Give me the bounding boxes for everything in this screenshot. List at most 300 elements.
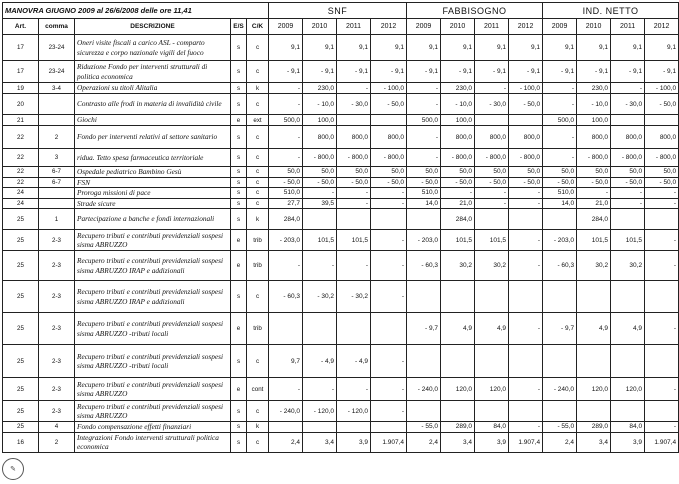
cell-fab-2012: 50,0 (509, 167, 543, 178)
col-snf-2011: 2011 (337, 19, 371, 35)
cell-ind-2010: 230,0 (577, 83, 611, 94)
cell-snf-2012: - (371, 281, 407, 313)
cell-fab-2010: 800,0 (441, 126, 475, 149)
cell-descrizione: Strade sicure (75, 198, 231, 209)
cell-ind-2010: 101,5 (577, 230, 611, 251)
cell-snf-2009: 9,7 (269, 345, 303, 378)
cell-snf-2012: - (371, 198, 407, 209)
col-descrizione: DESCRIZIONE (75, 19, 231, 35)
cell-ind-2012 (645, 281, 679, 313)
table-row (3, 61, 679, 83)
cell-descrizione: ridua. Tetto spesa farmaceutica territoriale (75, 149, 231, 167)
table-row (3, 209, 679, 230)
cell-snf-2012: - (371, 378, 407, 401)
table-row (3, 167, 679, 178)
cell-fab-2009: 9,1 (407, 35, 441, 61)
cell-ck: c (247, 94, 269, 115)
cell-art: 25 (3, 345, 39, 378)
cell-ind-2009: - 240,0 (543, 378, 577, 401)
cell-fab-2012: - (509, 198, 543, 209)
cell-fab-2009: - 9,1 (407, 61, 441, 83)
cell-art: 25 (3, 378, 39, 401)
cell-fab-2011: 84,0 (475, 422, 509, 433)
col-art: Art. (3, 19, 39, 35)
cell-ind-2010: - 9,1 (577, 61, 611, 83)
cell-fab-2010: - 800,0 (441, 149, 475, 167)
table-row (3, 35, 679, 61)
col-snf-2009: 2009 (269, 19, 303, 35)
cell-ck: c (247, 61, 269, 83)
table-row (3, 401, 679, 422)
cell-comma (39, 188, 75, 199)
cell-fab-2012: - 9,1 (509, 61, 543, 83)
cell-ind-2009 (543, 345, 577, 378)
cell-es: s (231, 401, 247, 422)
cell-fab-2009 (407, 345, 441, 378)
cell-ind-2011: 50,0 (611, 167, 645, 178)
col-ind-2012: 2012 (645, 19, 679, 35)
header-row-groups (3, 3, 679, 19)
cell-descrizione: Fondo compensazione effetti finanziari (75, 422, 231, 433)
table-row (3, 281, 679, 313)
cell-es: e (231, 251, 247, 281)
cell-ind-2009: 50,0 (543, 167, 577, 178)
col-snf-2010: 2010 (303, 19, 337, 35)
cell-fab-2009: - (407, 126, 441, 149)
cell-snf-2010: - (303, 251, 337, 281)
cell-descrizione: Recupero tributi e contributi previdenziali sospesi sisma ABRUZZO -tributi locali (75, 345, 231, 378)
cell-ind-2012: - (645, 251, 679, 281)
cell-snf-2009: - (269, 251, 303, 281)
cell-snf-2012 (371, 115, 407, 126)
col-es: E/S (231, 19, 247, 35)
cell-art: 19 (3, 83, 39, 94)
cell-ind-2012: 50,0 (645, 167, 679, 178)
table-title: MANOVRA GIUGNO 2009 al 26/6/2008 delle ore 11,41 (3, 3, 269, 19)
cell-ck: c (247, 167, 269, 178)
col-fab-2010: 2010 (441, 19, 475, 35)
cell-snf-2011: - 30,0 (337, 94, 371, 115)
cell-ind-2012: - 100,0 (645, 83, 679, 94)
cell-snf-2011 (337, 209, 371, 230)
cell-snf-2010: - 50,0 (303, 177, 337, 188)
cell-fab-2010: - 9,1 (441, 61, 475, 83)
cell-ind-2009: 14,0 (543, 198, 577, 209)
cell-descrizione: Recupero tributi e contributi previdenziali sospesi sisma ABRUZZO IRAP e addizionali (75, 281, 231, 313)
cell-snf-2010: 101,5 (303, 230, 337, 251)
cell-descrizione: Recupero tributi e contributi previdenziali sospesi sisma ABRUZZO IRAP e addizionali (75, 251, 231, 281)
table-row (3, 345, 679, 378)
cell-snf-2010: - 30,2 (303, 281, 337, 313)
cell-es: s (231, 149, 247, 167)
cell-snf-2011: - (337, 188, 371, 199)
cell-ind-2009: - (543, 83, 577, 94)
cell-art: 20 (3, 94, 39, 115)
cell-fab-2012: - (509, 313, 543, 345)
cell-snf-2010: - (303, 378, 337, 401)
cell-es: s (231, 83, 247, 94)
cell-descrizione: Proroga missioni di pace (75, 188, 231, 199)
cell-fab-2012: - (509, 422, 543, 433)
cell-snf-2012: 800,0 (371, 126, 407, 149)
cell-fab-2012 (509, 401, 543, 422)
cell-fab-2010: 101,5 (441, 230, 475, 251)
cell-ind-2009: - 9,1 (543, 61, 577, 83)
cell-fab-2009: - 240,0 (407, 378, 441, 401)
cell-snf-2012: - 800,0 (371, 149, 407, 167)
cell-ck: trib (247, 251, 269, 281)
cell-ind-2010 (577, 281, 611, 313)
cell-fab-2010 (441, 281, 475, 313)
cell-snf-2009 (269, 313, 303, 345)
cell-art: 17 (3, 61, 39, 83)
cell-art: 22 (3, 126, 39, 149)
cell-snf-2009: - (269, 83, 303, 94)
cell-snf-2010 (303, 209, 337, 230)
col-ind-2009: 2009 (543, 19, 577, 35)
cell-ind-2009: - 55,0 (543, 422, 577, 433)
cell-ck: trib (247, 230, 269, 251)
cell-ck: c (247, 35, 269, 61)
cell-snf-2012: - (371, 251, 407, 281)
cell-ck: c (247, 198, 269, 209)
cell-ind-2010: 284,0 (577, 209, 611, 230)
cell-snf-2009: - 50,0 (269, 177, 303, 188)
cell-fab-2010 (441, 401, 475, 422)
cell-snf-2012: - (371, 188, 407, 199)
cell-ind-2012: - 800,0 (645, 149, 679, 167)
group-snf: SNF (269, 3, 407, 19)
cell-comma: 6-7 (39, 167, 75, 178)
cell-snf-2011 (337, 115, 371, 126)
cell-snf-2009: 510,0 (269, 188, 303, 199)
cell-descrizione: Recupero tributi e contributi previdenziali sospesi sisma ABRUZZO (75, 378, 231, 401)
cell-art: 25 (3, 401, 39, 422)
cell-ck: c (247, 126, 269, 149)
cell-ind-2012: - 9,1 (645, 61, 679, 83)
cell-snf-2012: - 50,0 (371, 94, 407, 115)
cell-snf-2010 (303, 313, 337, 345)
cell-fab-2009: - (407, 94, 441, 115)
cell-descrizione: Recupero tributi e contributi previdenziali sospesi sisma ABRUZZO -tributi locali (75, 313, 231, 345)
cell-comma: 2-3 (39, 401, 75, 422)
cell-fab-2009: 500,0 (407, 115, 441, 126)
cell-fab-2010: 289,0 (441, 422, 475, 433)
cell-fab-2012 (509, 345, 543, 378)
cell-fab-2009: 510,0 (407, 188, 441, 199)
table-row (3, 251, 679, 281)
cell-snf-2012: - (371, 401, 407, 422)
cell-ind-2010: 9,1 (577, 35, 611, 61)
cell-snf-2009: 2,4 (269, 432, 303, 452)
cell-ind-2011: 84,0 (611, 422, 645, 433)
cell-fab-2010: 3,4 (441, 432, 475, 452)
cell-snf-2012 (371, 209, 407, 230)
cell-snf-2010: - 800,0 (303, 149, 337, 167)
cell-fab-2011: - (475, 198, 509, 209)
cell-ind-2011: - (611, 83, 645, 94)
table-body (3, 35, 679, 453)
cell-snf-2009: - (269, 94, 303, 115)
cell-fab-2012: - (509, 251, 543, 281)
cell-snf-2011: 800,0 (337, 126, 371, 149)
budget-table (2, 2, 679, 453)
cell-ind-2012 (645, 209, 679, 230)
cell-fab-2009: 50,0 (407, 167, 441, 178)
budget-table-sheet (2, 2, 677, 453)
cell-ind-2011: - 800,0 (611, 149, 645, 167)
cell-ind-2012 (645, 115, 679, 126)
cell-snf-2011: - (337, 83, 371, 94)
cell-snf-2011 (337, 422, 371, 433)
cell-art: 22 (3, 149, 39, 167)
cell-fab-2012: - (509, 230, 543, 251)
cell-ind-2009 (543, 281, 577, 313)
cell-ind-2010: - (577, 188, 611, 199)
cell-fab-2010 (441, 345, 475, 378)
cell-fab-2010: 30,2 (441, 251, 475, 281)
cell-snf-2012: - (371, 345, 407, 378)
cell-fab-2012 (509, 281, 543, 313)
cell-snf-2010: - 120,0 (303, 401, 337, 422)
cell-ind-2012: - 50,0 (645, 177, 679, 188)
cell-ind-2011: - 30,0 (611, 94, 645, 115)
cell-ind-2011: - (611, 188, 645, 199)
cell-snf-2012 (371, 313, 407, 345)
cell-ck: c (247, 177, 269, 188)
cell-fab-2009: - 9,7 (407, 313, 441, 345)
col-ind-2010: 2010 (577, 19, 611, 35)
cell-fab-2009 (407, 401, 441, 422)
col-fab-2012: 2012 (509, 19, 543, 35)
cell-ind-2010: 120,0 (577, 378, 611, 401)
cell-snf-2009: - 60,3 (269, 281, 303, 313)
cell-fab-2011: 4,9 (475, 313, 509, 345)
table-row (3, 83, 679, 94)
table-row (3, 126, 679, 149)
cell-snf-2010: 800,0 (303, 126, 337, 149)
cell-ind-2009: 510,0 (543, 188, 577, 199)
cell-ind-2010: - 10,0 (577, 94, 611, 115)
cell-fab-2011: - 50,0 (475, 177, 509, 188)
cell-fab-2010: - (441, 188, 475, 199)
col-fab-2011: 2011 (475, 19, 509, 35)
cell-snf-2010: 230,0 (303, 83, 337, 94)
cell-ck: c (247, 345, 269, 378)
cell-snf-2012: - 9,1 (371, 61, 407, 83)
cell-ck: c (247, 281, 269, 313)
cell-fab-2012: 9,1 (509, 35, 543, 61)
cell-snf-2011: - 30,2 (337, 281, 371, 313)
cell-snf-2012 (371, 422, 407, 433)
cell-fab-2012: 1.907,4 (509, 432, 543, 452)
cell-fab-2010: 230,0 (441, 83, 475, 94)
cell-snf-2009: - 203,0 (269, 230, 303, 251)
cell-ind-2009: 500,0 (543, 115, 577, 126)
cell-snf-2011: - 120,0 (337, 401, 371, 422)
cell-snf-2009: 9,1 (269, 35, 303, 61)
cell-art: 25 (3, 422, 39, 433)
cell-snf-2011: 50,0 (337, 167, 371, 178)
cell-fab-2009: 2,4 (407, 432, 441, 452)
cell-snf-2010: 9,1 (303, 35, 337, 61)
cell-fab-2009 (407, 209, 441, 230)
cell-comma: 3-4 (39, 83, 75, 94)
cell-snf-2009: - 240,0 (269, 401, 303, 422)
cell-snf-2009 (269, 422, 303, 433)
cell-descrizione: Partecipazione a banche e fondi internazionali (75, 209, 231, 230)
cell-fab-2012: - (509, 188, 543, 199)
cell-fab-2010: 100,0 (441, 115, 475, 126)
cell-descrizione: Ospedale pediatrico Bambino Gesù (75, 167, 231, 178)
cell-fab-2011: 800,0 (475, 126, 509, 149)
cell-ind-2011: 30,2 (611, 251, 645, 281)
cell-fab-2012: - (509, 378, 543, 401)
cell-ind-2012: 9,1 (645, 35, 679, 61)
cell-ind-2011: - (611, 198, 645, 209)
cell-art: 25 (3, 251, 39, 281)
cell-es: s (231, 198, 247, 209)
cell-art: 24 (3, 198, 39, 209)
cell-es: s (231, 61, 247, 83)
cell-ind-2011: 3,9 (611, 432, 645, 452)
cell-ind-2011: - 50,0 (611, 177, 645, 188)
col-snf-2012: 2012 (371, 19, 407, 35)
cell-ind-2010: 289,0 (577, 422, 611, 433)
cell-fab-2011: 120,0 (475, 378, 509, 401)
cell-fab-2012: - 800,0 (509, 149, 543, 167)
cell-art: 17 (3, 35, 39, 61)
cell-es: s (231, 177, 247, 188)
cell-snf-2012: 1.907,4 (371, 432, 407, 452)
cell-art: 25 (3, 313, 39, 345)
cell-descrizione: Fondo per interventi relativi al settore sanitario (75, 126, 231, 149)
cell-ind-2012: 1.907,4 (645, 432, 679, 452)
cell-snf-2010: 50,0 (303, 167, 337, 178)
cell-ck: trib (247, 313, 269, 345)
cell-ind-2012: - (645, 230, 679, 251)
cell-ind-2009 (543, 209, 577, 230)
cell-fab-2012 (509, 209, 543, 230)
cell-descrizione: Recupero tributi e contributi previdenziali sospesi sisma ABRUZZO (75, 401, 231, 422)
cell-es: s (231, 188, 247, 199)
cell-fab-2009: 14,0 (407, 198, 441, 209)
cell-fab-2009: - (407, 83, 441, 94)
cell-ind-2012: 800,0 (645, 126, 679, 149)
table-row (3, 115, 679, 126)
cell-descrizione: Oneri visite fiscali a carico ASL - comparto sicurezza e corpo nazionale vigili del fuoco (75, 35, 231, 61)
cell-ind-2011 (611, 115, 645, 126)
cell-ind-2010: 100,0 (577, 115, 611, 126)
cell-snf-2009: 284,0 (269, 209, 303, 230)
cell-art: 24 (3, 188, 39, 199)
cell-ind-2012: - (645, 198, 679, 209)
cell-ind-2012 (645, 345, 679, 378)
cell-snf-2010: 100,0 (303, 115, 337, 126)
cell-art: 21 (3, 115, 39, 126)
cell-fab-2010: - 10,0 (441, 94, 475, 115)
table-row (3, 188, 679, 199)
cell-fab-2009: - 60,3 (407, 251, 441, 281)
cell-fab-2011: - (475, 188, 509, 199)
cell-snf-2009: 500,0 (269, 115, 303, 126)
cell-fab-2011: - 9,1 (475, 61, 509, 83)
cell-fab-2010: 9,1 (441, 35, 475, 61)
table-row (3, 177, 679, 188)
cell-ind-2011 (611, 345, 645, 378)
table-row (3, 378, 679, 401)
cell-snf-2011: 9,1 (337, 35, 371, 61)
cell-snf-2011: - 50,0 (337, 177, 371, 188)
cell-snf-2012: - (371, 230, 407, 251)
cell-snf-2011: - (337, 251, 371, 281)
cell-ind-2009: - (543, 126, 577, 149)
cell-comma: 2-3 (39, 281, 75, 313)
cell-art: 25 (3, 209, 39, 230)
cell-fab-2010: - 50,0 (441, 177, 475, 188)
cell-ind-2012: - 50,0 (645, 94, 679, 115)
cell-snf-2009: - (269, 378, 303, 401)
cell-fab-2011 (475, 401, 509, 422)
col-ck: C/K (247, 19, 269, 35)
cell-ck: cont (247, 378, 269, 401)
cell-comma (39, 198, 75, 209)
cell-descrizione: Recupero tributi e contributi previdenziali sospesi sisma ABRUZZO (75, 230, 231, 251)
cell-comma: 2-3 (39, 313, 75, 345)
cell-ind-2011 (611, 281, 645, 313)
cell-snf-2012: 50,0 (371, 167, 407, 178)
cell-fab-2009 (407, 281, 441, 313)
cell-ind-2010: - 50,0 (577, 177, 611, 188)
cell-descrizione: Operazioni su titoli Alitalia (75, 83, 231, 94)
table-row (3, 149, 679, 167)
cell-snf-2009: 27,7 (269, 198, 303, 209)
cell-fab-2011: 30,2 (475, 251, 509, 281)
cell-es: s (231, 432, 247, 452)
cell-ind-2012: - (645, 313, 679, 345)
cell-comma: 1 (39, 209, 75, 230)
group-fabbisogno: FABBISOGNO (407, 3, 543, 19)
cell-fab-2011: - 30,0 (475, 94, 509, 115)
cell-fab-2012 (509, 115, 543, 126)
cell-ind-2011: 4,9 (611, 313, 645, 345)
cell-comma: 3 (39, 149, 75, 167)
col-comma: comma (39, 19, 75, 35)
cell-fab-2011: - (475, 83, 509, 94)
cell-ind-2012: - (645, 188, 679, 199)
cell-ind-2009: 2,4 (543, 432, 577, 452)
cell-ind-2011 (611, 401, 645, 422)
cell-fab-2010: 50,0 (441, 167, 475, 178)
cell-snf-2010: 3,4 (303, 432, 337, 452)
table-row (3, 94, 679, 115)
cell-ck: c (247, 188, 269, 199)
cell-es: s (231, 126, 247, 149)
cell-fab-2011: - 800,0 (475, 149, 509, 167)
cell-es: e (231, 115, 247, 126)
cell-snf-2011: - 800,0 (337, 149, 371, 167)
cell-ind-2010: 21,0 (577, 198, 611, 209)
col-fab-2009: 2009 (407, 19, 441, 35)
cell-fab-2010: 21,0 (441, 198, 475, 209)
cell-ind-2010: 3,4 (577, 432, 611, 452)
cell-snf-2010: - 4,9 (303, 345, 337, 378)
cell-ck: c (247, 401, 269, 422)
cell-ck: ext (247, 115, 269, 126)
cell-snf-2011: 101,5 (337, 230, 371, 251)
cell-fab-2011 (475, 115, 509, 126)
cell-es: s (231, 209, 247, 230)
